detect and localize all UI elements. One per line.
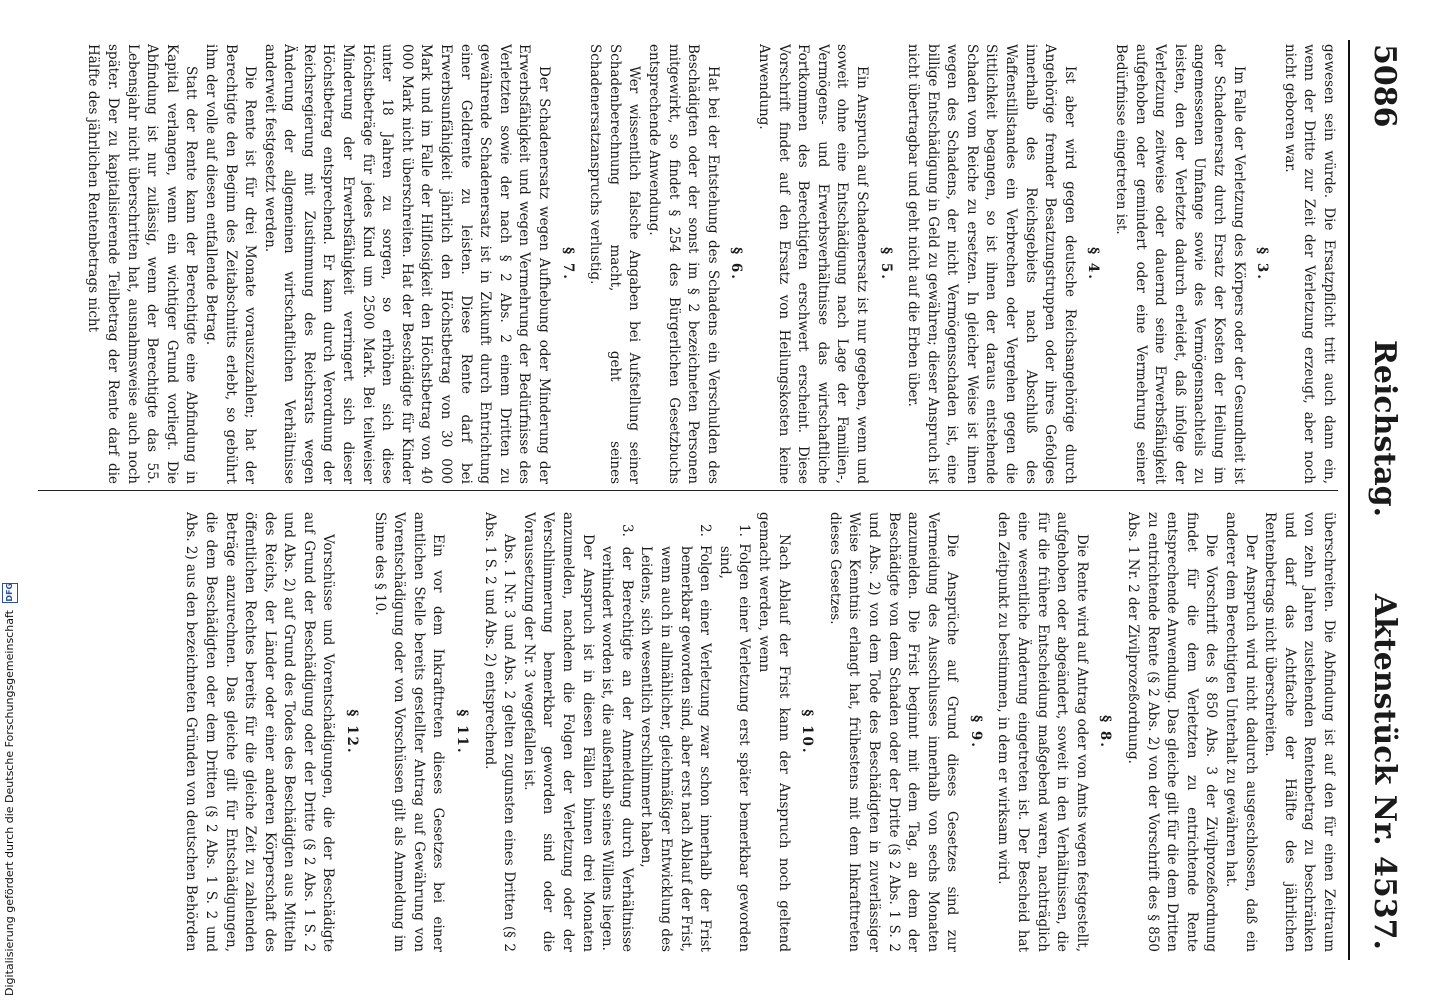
paragraph: Die Rente wird auf Antrag oder von Amts wegen festgestellt, aufgehoben oder abgeändert, soweit in den Verhältnissen, die für die frühere Entscheidung maßgebend waren, nachträglich eine wesentliche Änderung eingetreten ist. Der Bescheid hat den Zeitpunkt zu bestimmen, in dem er wirksam wird.: [995, 512, 1090, 952]
paragraph: Statt der Rente kann der Berechtigte eine Abfindung in Kapital verlangen, wenn ein wichtiger Grund vorliegt. Die Abfindung ist nur zulässig, wenn der Berechtigte das 55. Lebensjahr nicht überschritten hat, ausnahmsweise auch noch später. Der zu kapitalisierende Teilbetrag der Rente darf die Hälfte des jährlichen Rentenbetrags nicht: [85, 44, 200, 484]
section-heading: § 9.: [967, 715, 984, 749]
paragraph: Der Schadenersatz wegen Aufhebung oder Minderung der Erwerbsfähigkeit und wegen Vermehrung der Bedürfnisse des Verletzten sowie der nach § 2 Abs. 2 einem Dritten zu gewährende Schadenersatz ist in Zukunft durch Entrichtung einer Geldrente zu leisten. Diese Rente darf bei Erwerbsunfähigkeit jährlich den Höchstbetrag von 30 000 Mark und im Falle der Hilflosigkeit den Höchstbetrag von 40 000 Mark nicht überschreiten. Hat der Beschädigte für Kinder unter 18 Jahren zu sorgen, so erhöhen sich diese Höchstbeträge für jedes Kind um 2500 Mark. Bei teilweiser Minderung der Erwerbsfähigkeit verringert sich dieser Höchstbetrag entsprechend. Er kann durch Verordnung der Reichsregierung mit Zustimmung des Reichsrats wegen Änderung der allgemeinen wirtschaftlichen Verhältnisse anderweit festgesetzt werden.: [261, 44, 553, 484]
list-item: 3. der Berechtigte an der Anmeldung durch Verhältnisse verhindert worden ist, die außerhalb seines Willens liegen.: [599, 524, 635, 952]
section-heading: § 5.: [877, 247, 894, 281]
paragraph: Nach Ablauf der Frist kann der Anspruch noch geltend gemacht werden, wenn: [755, 512, 792, 952]
section-heading: § 10.: [799, 709, 816, 755]
list-item: 2. Folgen einer Verletzung zwar schon innerhalb der Frist bemerkbar geworden sind, aber erst nach Ablauf der Frist, wenn auch in allmählicher, gleichmäßiger Entwicklung des Leidens, sich wesentlich verschlimmert haben,: [638, 524, 714, 952]
paragraph: Der Anspruch ist in diesen Fällen binnen drei Monaten anzumelden, nachdem die Folgen der Verletzung oder der Verschlimmerung bemerkbar geworden sind oder die Voraussetzung der Nr. 3 weggefallen ist.: [520, 512, 596, 952]
page-header: [1348, 40, 1410, 960]
left-column: [38, 44, 1338, 484]
page-number: 5086: [1367, 44, 1402, 128]
section-heading: § 8.: [1097, 715, 1114, 749]
dfg-logo-icon: DFG: [2, 583, 18, 603]
paragraph: Der Anspruch wird nicht dadurch ausgeschlossen, daß ein anderer dem Berechtigten Unterhalt zu gewähren hat.: [1223, 512, 1259, 952]
paragraph: Ein vor dem Inkrafttreten dieses Gesetzes bei einer amtlichen Stelle bereits gestellter Antrag auf Gewährung von Vorentschädigung oder von Vorschüssen gilt als Anmeldung im Sinne des § 10.: [371, 512, 447, 952]
publication-title: Reichstag.: [1367, 340, 1402, 518]
section-heading: § 4.: [1085, 247, 1102, 281]
column-divider: [38, 490, 1338, 491]
paragraph: gewesen sein würde. Die Ersatzpflicht tritt auch dann ein, wenn der Dritte zur Zeit der Verletzung erzeugt, aber noch nicht geboren war.: [1281, 44, 1337, 484]
paragraph: Die Ansprüche auf Grund dieses Gesetzes sind zur Vermeidung des Ausschlusses innerhalb von sechs Monaten anzumelden. Die Frist beginnt mit dem Tag, an dem der Beschädigte von dem Schaden oder der Dritte (§ 2 Abs. 1 S. 2 und Abs. 2) von dem Tode des Beschädigten in zuverlässiger Weise Kenntnis erlangt hat, frühestens mit dem Inkrafttreten dieses Gesetzes.: [826, 512, 961, 952]
section-heading: § 12.: [344, 709, 361, 755]
right-column: [38, 512, 1338, 952]
paragraph: überschreiten. Die Abfindung ist auf den für einen Zeitraum von zehn Jahren zustehenden Rentenbetrag zu beschränken und darf das Achtfache der Hälfte des jährlichen Rentenbetrags nicht überschreiten.: [1262, 512, 1337, 952]
paragraph: Im Falle der Verletzung des Körpers oder der Gesundheit ist der Schadenersatz durch Ersatz der Kosten der Heilung im angemessenen Umfange sowie des Vermögensnachteils zu leisten, den der Verletzte dadurch erleidet, daß infolge der Verletzung zeitweise oder dauernd seine Erwerbsfähigkeit aufgehoben oder gemindert oder eine Vermehrung seiner Bedürfnisse eingetreten ist.: [1113, 44, 1247, 484]
paragraph: Abs. 1 Nr. 3 und Abs. 2 gelten zugunsten eines Dritten (§ 2 Abs. 1 S. 2 und Abs. 2) entsprechend.: [481, 512, 518, 952]
credit-text: Digitalisierung gefördert durch die Deutsche Forschungsgemeinschaft: [3, 610, 16, 996]
paragraph: Vorschüsse und Vorentschädigungen, die der Beschädigte auf Grund der Beschädigung oder der Dritte (§ 2 Abs. 1 S. 2 und Abs. 2) auf Grund des Todes des Beschädigten aus Mitteln des Reichs, der Länder oder einer anderen Körperschaft des öffentlichen Rechtes bereits für die gleiche Zeit zu zahlenden Beträge anzurechnen. Das gleiche gilt für Entschädigungen, die dem Beschädigten oder dem Dritten (§ 2 Abs. 1 S. 2 und Abs. 2) aus den bezeichneten Gründen von deutschen Behörden: [183, 512, 337, 952]
digitization-credit: [2, 583, 18, 996]
section-heading: § 6.: [728, 247, 745, 281]
section-heading: § 11.: [454, 709, 471, 755]
paragraph: Ein Anspruch auf Schadenersatz ist nur gegeben, wenn und soweit ohne eine Entschädigung nach Lage der Familien-, Vermögens- und Erwerbsverhältnisse das wirtschaftliche Fortkommen des Berechtigten erschwert erscheint. Diese Vorschrift findet auf den Ersatz von Heilungskosten keine Anwendung.: [755, 44, 870, 484]
paragraph: Ist aber wird gegen deutsche Reichsangehörige durch Angehörige fremder Besatzungstruppen oder ihres Gefolges innerhalb des Reichsgebiets nach Abschluß des Waffenstillstandes ein Verbrechen oder Vergehen gegen die Sittlichkeit begangen, so ist ihnen der daraus entstehende Schaden vom Reiche zu ersetzen. In gleicher Weise ist ihnen wegen des Schadens, der nicht Vermögensschaden ist, eine billige Entschädigung in Geld zu gewähren; dieser Anspruch ist nicht übertragbar und geht nicht auf die Erben über.: [905, 44, 1078, 484]
section-heading: § 7.: [559, 247, 576, 281]
paragraph: Wer wissentlich falsche Angaben bei Aufstellung seiner Schadenberechnung macht, geht seines Schadenersatzanspruchs verlustig.: [587, 44, 643, 484]
list-item: 1. Folgen einer Verletzung erst später bemerkbar geworden sind,: [716, 524, 753, 952]
paragraph: Hat bei der Entstehung des Schadens ein Verschulden des Beschädigten oder der sonst im § 2 bezeichneten Personen mitgewirkt, so findet § 254 des Bürgerlichen Gesetzbuchs entsprechende Anwendung.: [646, 44, 721, 484]
section-heading: § 3.: [1254, 247, 1271, 281]
enumerated-list: [597, 520, 754, 952]
document-title: Aktenstück Nr. 4537.: [1367, 593, 1402, 950]
paragraph: Die Rente ist für drei Monate vorauszuzahlen; hat der Berechtigte den Beginn des Zeitabschnitts erlebt, so gebührt ihm der volle auf diesen entfallende Betrag.: [202, 44, 259, 484]
paragraph: Die Vorschrift des § 850 Abs. 3 der Zivilprozeßordnung findet für die dem Verletzten zu entrichtende Rente entsprechende Anwendung. Das gleiche gilt für die dem Dritten zu entrichtende Rente (§ 2 Abs. 2) von der Vorschrift des § 850 Abs. 1 Nr. 2 der Zivilprozeßordnung.: [1125, 512, 1220, 952]
